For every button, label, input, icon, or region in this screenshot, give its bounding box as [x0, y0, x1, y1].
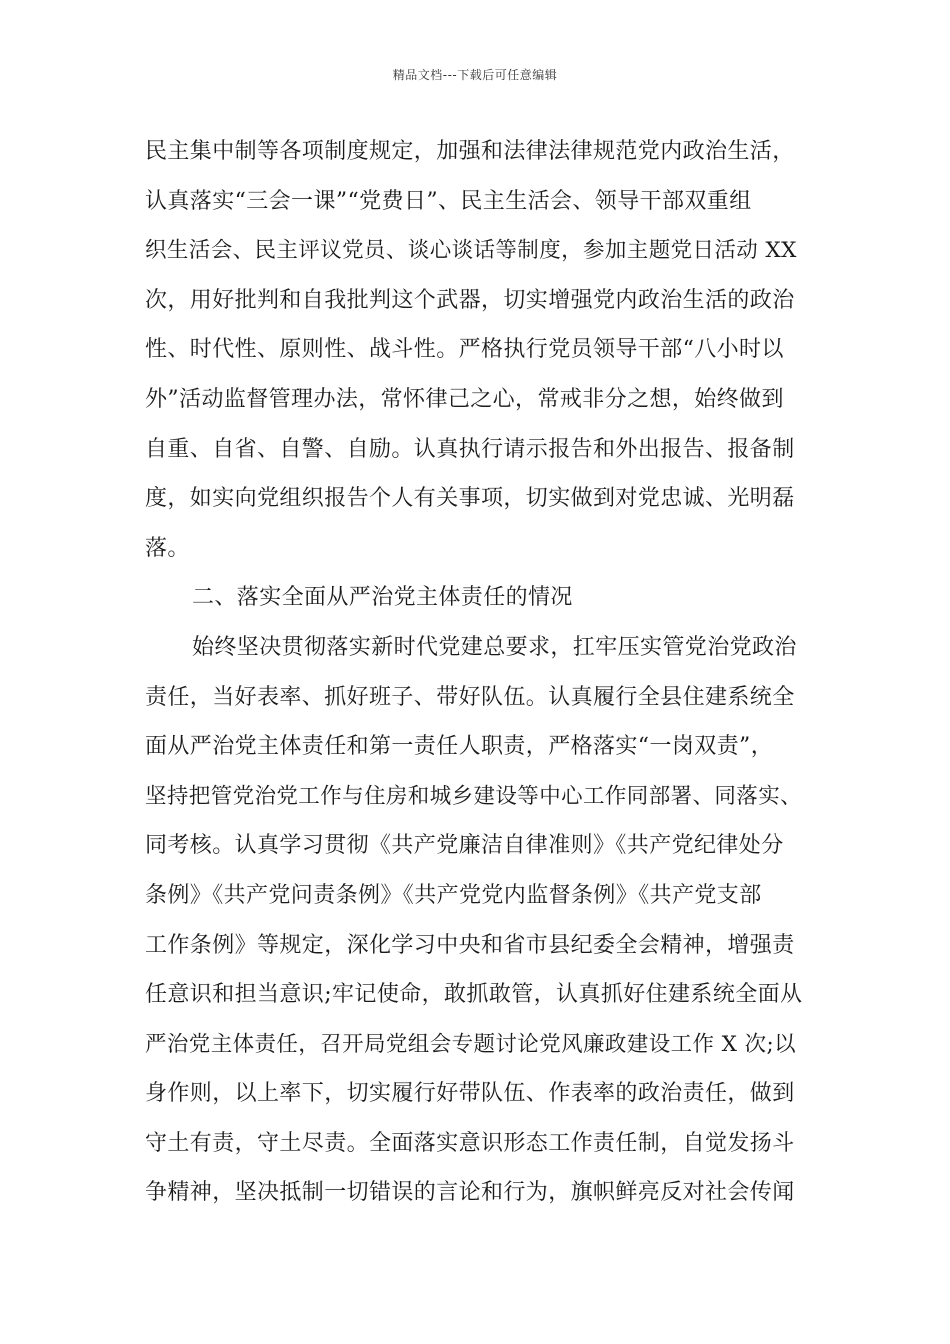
text-line: 身作则，以上率下，切实履行好带队伍、作表率的政治责任，做到 — [145, 1081, 795, 1107]
paragraph-first-line: 始终坚决贯彻落实新时代党建总要求，扛牢压实管党治党政治 — [192, 634, 797, 660]
text-line: 落。 — [145, 535, 190, 561]
text-line: 认真落实“三会一课”“党费日”、民主生活会、领导干部双重组 — [145, 188, 752, 214]
text-line: 次，用好批判和自我批判这个武器，切实增强党内政治生活的政治 — [145, 287, 795, 313]
text-line: 外”活动监督管理办法，常怀律己之心，常戒非分之想，始终做到 — [145, 386, 784, 412]
text-line: 任意识和担当意识;牢记使命，敢抓敢管，认真抓好住建系统全面从 — [145, 982, 803, 1008]
text-line: 同考核。认真学习贯彻《共产党廉洁自律准则》《共产党纪律处分 — [145, 833, 784, 859]
text-line: 争精神，坚决抵制一切错误的言论和行为，旗帜鲜亮反对社会传闻 — [145, 1180, 795, 1206]
text-line: 坚持把管党治党工作与住房和城乡建设等中心工作同部署、同落实、 — [145, 783, 803, 809]
text-line: 工作条例》等规定，深化学习中央和省市县纪委全会精神，增强责 — [145, 932, 795, 958]
section-heading: 二、落实全面从严治党主体责任的情况 — [192, 585, 573, 611]
text-line: 度，如实向党组织报告个人有关事项，切实做到对党忠诚、光明磊 — [145, 486, 795, 512]
text-line: 民主集中制等各项制度规定，加强和法律法律规范党内政治生活， — [145, 139, 795, 164]
document-body — [145, 132, 810, 1223]
text-line: 严治党主体责任，召开局党组会专题讨论党风廉政建设工作 X 次;以 — [145, 1031, 797, 1057]
text-line: 责任，当好表率、抓好班子、带好队伍。认真履行全县住建系统全 — [145, 684, 795, 710]
text-line: 条例》《共产党问责条例》《共产党党内监督条例》《共产党支部 — [145, 882, 762, 908]
text-line: 织生活会、民主评议党员、谈心谈话等制度，参加主题党日活动 XX — [145, 238, 797, 264]
text-line: 自重、自省、自警、自励。认真执行请示报告和外出报告、报备制 — [145, 436, 795, 462]
text-line: 守土有责，守土尽责。全面落实意识形态工作责任制，自觉发扬斗 — [145, 1130, 795, 1156]
text-line: 面从严治党主体责任和第一责任人职责，严格落实“一岗双责”， — [145, 734, 774, 760]
page-header: 精品文档---下载后可任意编辑 — [392, 68, 558, 82]
text-line: 性、时代性、原则性、战斗性。严格执行党员领导干部“八小时以 — [145, 337, 784, 363]
